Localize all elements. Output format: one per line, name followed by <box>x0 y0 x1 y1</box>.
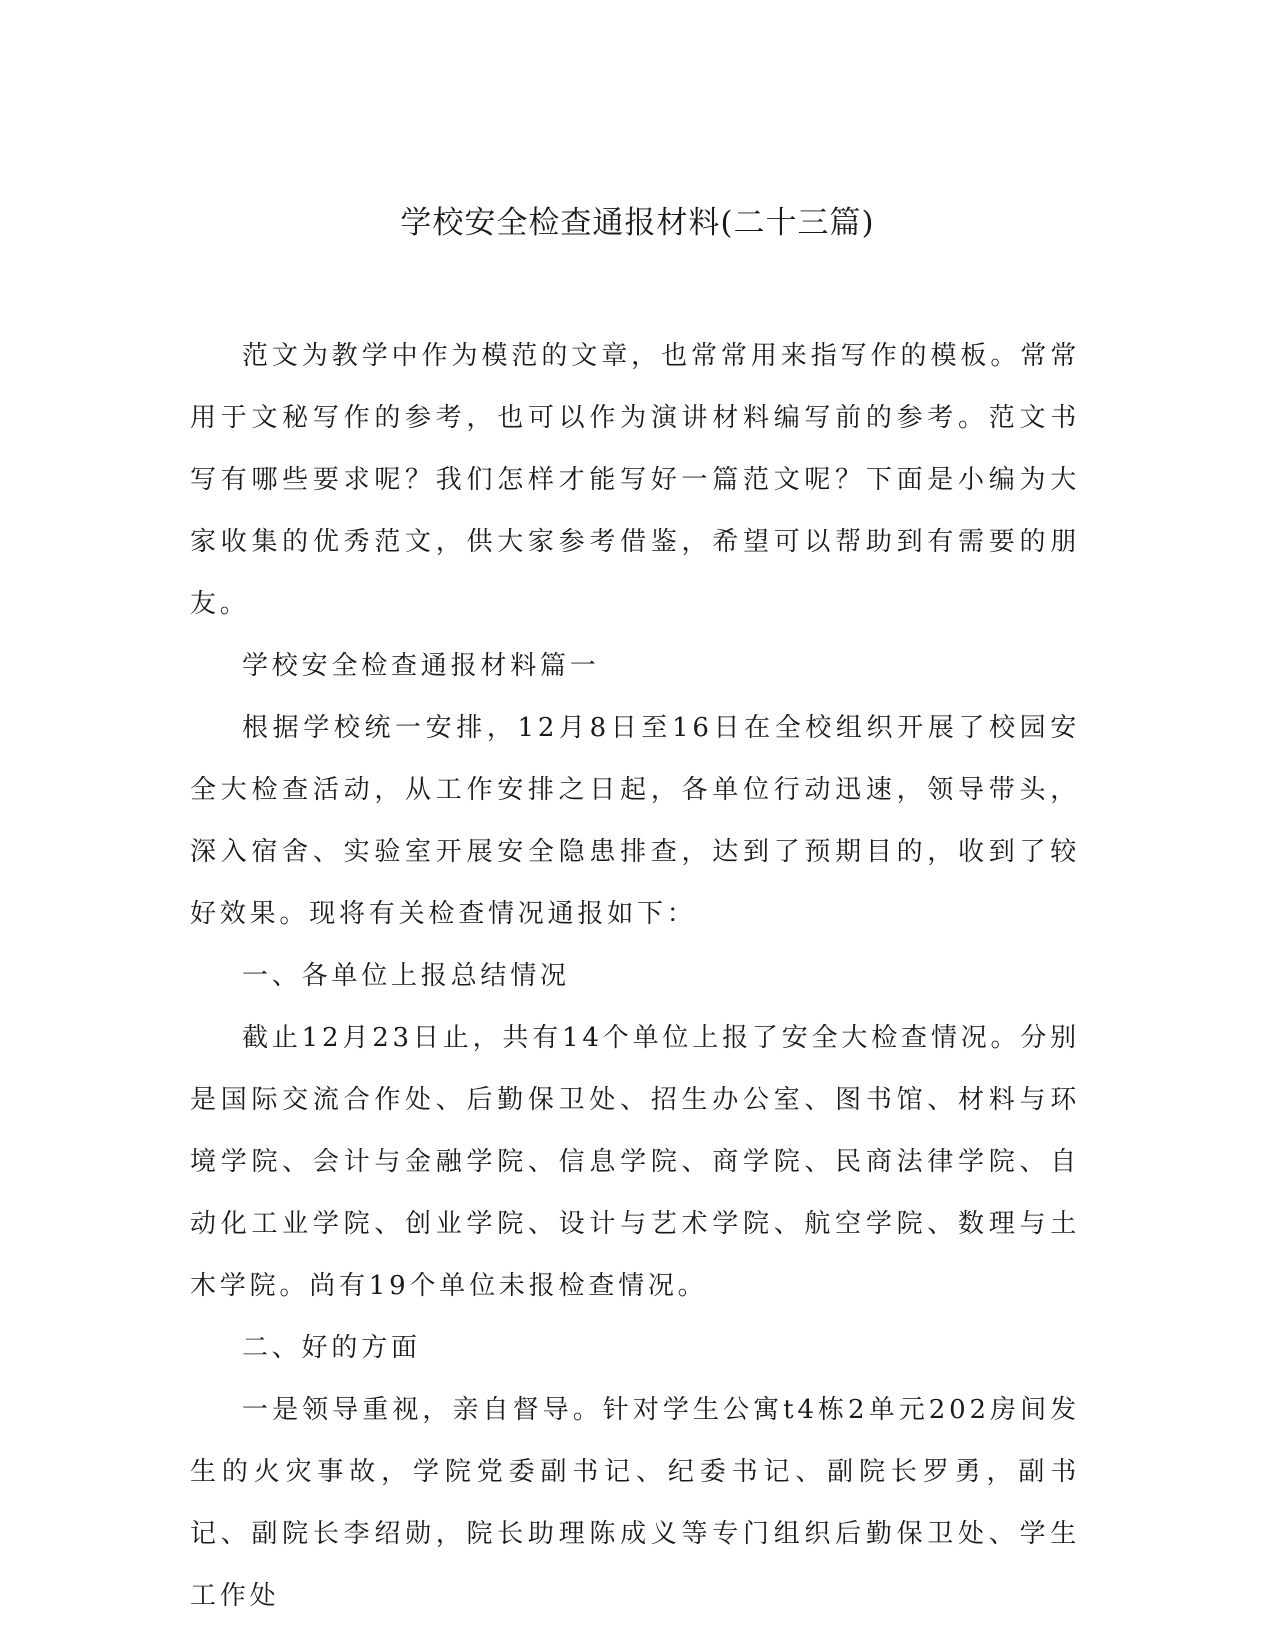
section-heading-good-aspects: 二、好的方面 <box>242 1333 421 1363</box>
intro-paragraph: 范文为教学中作为模范的文章，也常常用来指写作的模板。常常用于文秘写作的参考，也可以作为演讲材料编写前的参考。范文书写有哪些要求呢？我们怎样才能写好一篇范文呢？下面是小编为大家收集的优秀范文，供大家参考借鉴，希望可以帮助到有需要的朋友。 <box>190 341 1080 619</box>
inspection-overview-paragraph: 根据学校统一安排，12月8日至16日在全校组织开展了校园安全大检查活动，从工作安排之日起，各单位行动迅速，领导带头，深入宿舍、实验室开展安全隐患排查，达到了预期目的，收到了较好效果。现将有关检查情况通报如下： <box>190 713 1080 929</box>
reporting-units-paragraph: 截止12月23日止，共有14个单位上报了安全大检查情况。分别是国际交流合作处、后勤保卫处、招生办公室、图书馆、材料与环境学院、会计与金融学院、信息学院、商学院、民商法律学院、自动化工业学院、创业学院、设计与艺术学院、航空学院、数理与土木学院。尚有19个单位未报检查情况。 <box>190 1023 1080 1301</box>
document-body <box>190 325 1080 1627</box>
section-heading-part-one: 学校安全检查通报材料篇一 <box>242 651 600 681</box>
leadership-paragraph: 一是领导重视，亲自督导。针对学生公寓t4栋2单元202房间发生的火灾事故，学院党委副书记、纪委书记、副院长罗勇，副书记、副院长李绍勋，院长助理陈成义等专门组织后勤保卫处、学生工作处 <box>190 1395 1080 1611</box>
section-heading-reporting: 一、各单位上报总结情况 <box>242 961 570 991</box>
document-title: 学校安全检查通报材料(二十三篇) <box>400 205 875 241</box>
